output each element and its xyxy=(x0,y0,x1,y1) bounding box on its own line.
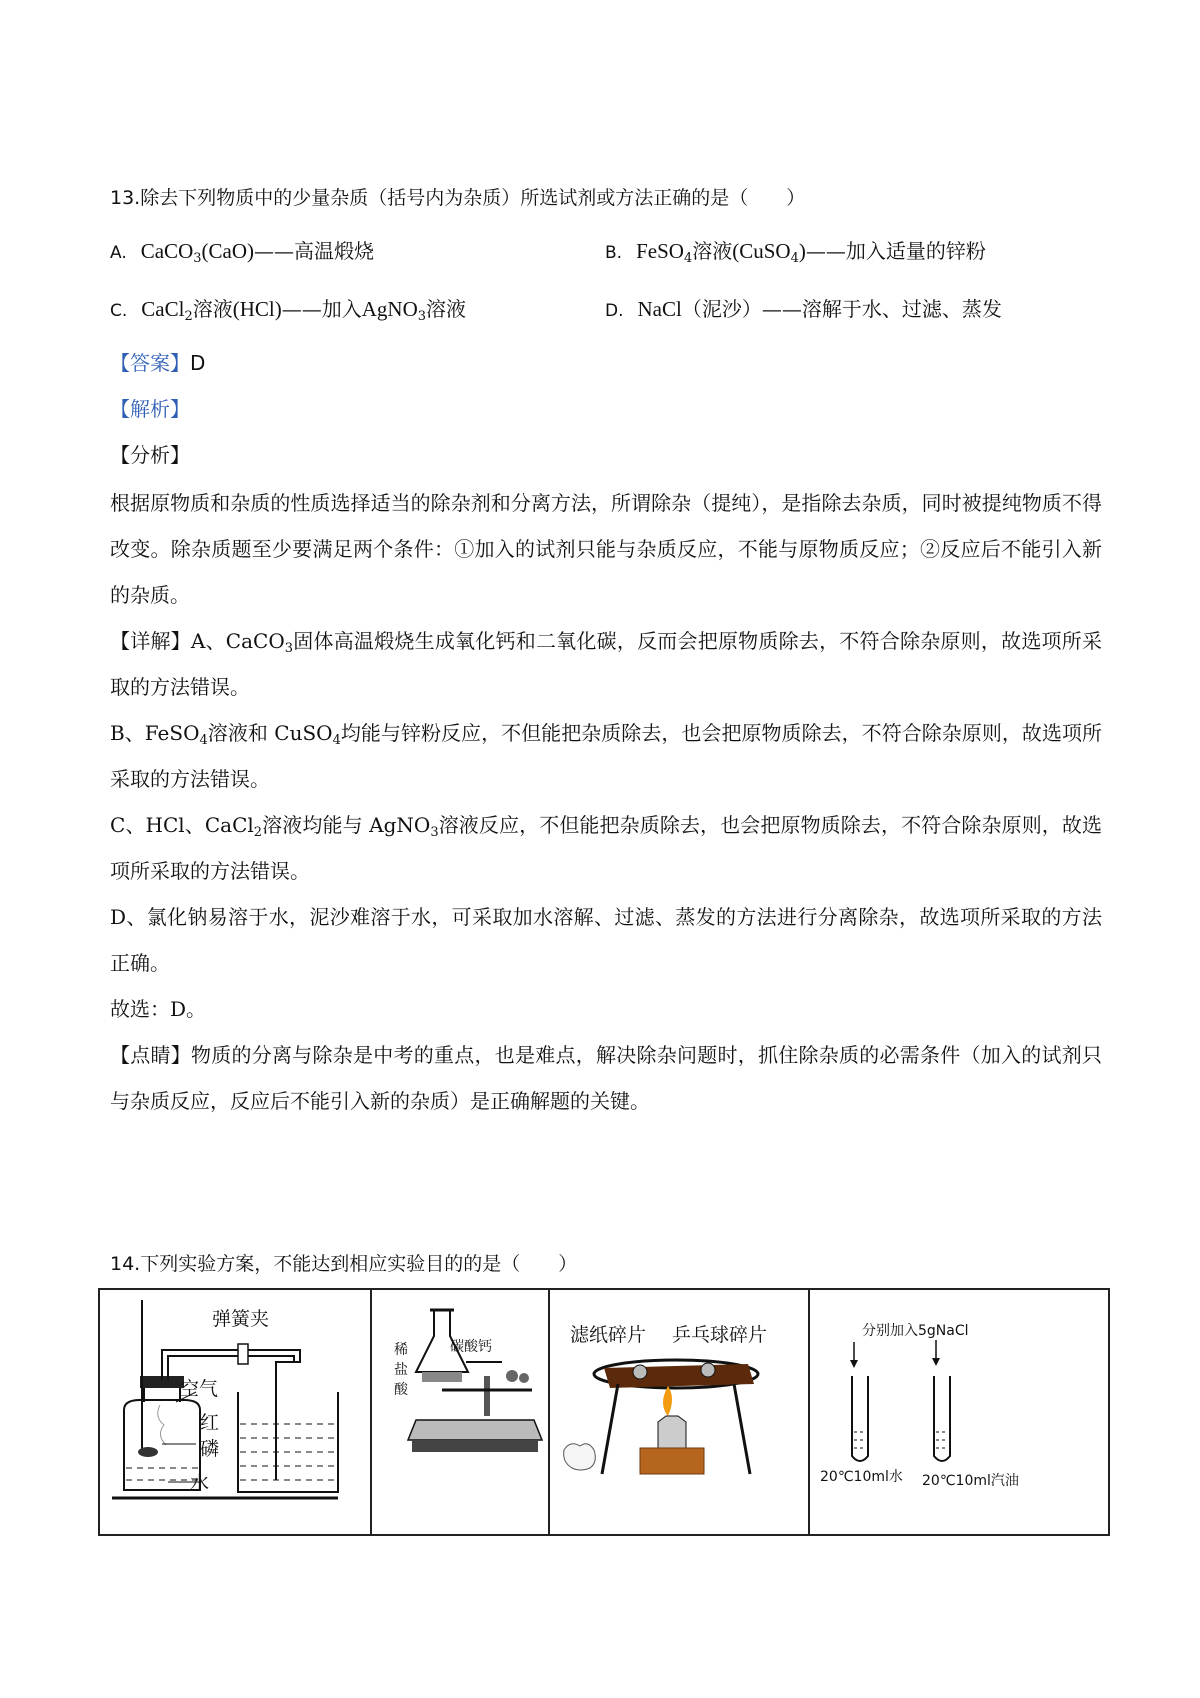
label-acid: 稀 盐 酸 xyxy=(394,1342,408,1398)
answer-value: D xyxy=(190,351,206,375)
label-pingpong: 乒乓球碎片 xyxy=(672,1324,768,1346)
figure-balance xyxy=(371,1289,549,1535)
option-b: B. FeSO$_4$溶液(CuSO$_4$)——加入适量的锌粉 xyxy=(605,239,986,266)
detail-d: D、氯化钠易溶于水，泥沙难溶于水，可采取加水溶解、过滤、蒸发的方法进行分离除杂，故选项所采取的方法正确。 xyxy=(110,905,1102,975)
question-13-stem: 13.除去下列物质中的少量杂质（括号内为杂质）所选试剂或方法正确的是（ ） xyxy=(110,187,806,209)
analysis-tag: 【解析】 xyxy=(110,397,190,421)
label-tube-water: 20℃10ml水 xyxy=(820,1469,903,1485)
figure-ignition xyxy=(549,1289,809,1535)
label-filter-paper: 滤纸碎片 xyxy=(570,1324,647,1346)
answer-tag: 【答案】 xyxy=(110,351,190,375)
dianjing: 【点睛】物质的分离与除杂是中考的重点，也是难点，解决除杂问题时，抓住除杂质的必需条件（加入的试剂只与杂质反应，反应后不能引入新的杂质）是正确解题的关键。 xyxy=(110,1043,1102,1113)
explanation xyxy=(110,480,1102,1124)
label-phosphorus: 磷 xyxy=(200,1438,220,1460)
balance-icon xyxy=(372,1290,548,1534)
detail-b: B、FeSO$_4$溶液和 CuSO$_4$均能与锌粉反应，不但能把杂质除去，也会把原物质除去，不符合除杂原则，故选项所采取的方法错误。 xyxy=(110,721,1103,791)
option-d: D. NaCl（泥沙）——溶解于水、过滤、蒸发 xyxy=(605,297,1002,321)
detail-a: 【详解】A、CaCO$_3$固体高温煅烧生成氧化钙和二氧化碳，反而会把原物质除去，不符合除杂原则，故选项所采取的方法错误。 xyxy=(110,629,1103,699)
figure-dissolve xyxy=(809,1289,1109,1535)
label-air: 空气 xyxy=(180,1378,219,1400)
experiment-figures xyxy=(98,1288,1110,1536)
fenxi-text: 根据原物质和杂质的性质选择适当的除杂剂和分离方法，所谓除杂（提纯），是指除去杂质，同时被提纯物质不得改变。除杂质题至少要满足两个条件：①加入的试剂只能与杂质反应，不能与原物质反应；②反应后不能引入新的杂质。 xyxy=(110,491,1102,607)
question-14-stem: 14.下列实验方案，不能达到相应实验目的的是（ ） xyxy=(110,1253,578,1275)
label-add-nacl: 分别加入5gNaCl xyxy=(862,1323,969,1339)
label-tube-gasoline: 20℃10ml汽油 xyxy=(922,1473,1019,1489)
detail-c: C、HCl、CaCl$_2$溶液均能与 AgNO$_3$溶液反应，不但能把杂质除去，也会把原物质除去，不符合除杂原则，故选项所采取的方法错误。 xyxy=(110,813,1103,883)
final-choice: 故选：D。 xyxy=(110,997,207,1021)
label-water: 水 xyxy=(190,1472,210,1494)
label-clip: 弹簧夹 xyxy=(212,1308,270,1330)
option-c: C. CaCl$_2$溶液(HCl)——加入AgNO$_3$溶液 xyxy=(110,297,467,324)
label-red: 红 xyxy=(200,1412,220,1434)
answer-line xyxy=(110,349,205,377)
option-a: A. CaCO$_3$(CaO)——高温煅烧 xyxy=(110,239,374,266)
fenxi-tag: 【分析】 xyxy=(110,443,190,467)
figure-phosphorus xyxy=(99,1289,371,1535)
label-calcium-carbonate: 碳酸钙 xyxy=(450,1339,492,1355)
